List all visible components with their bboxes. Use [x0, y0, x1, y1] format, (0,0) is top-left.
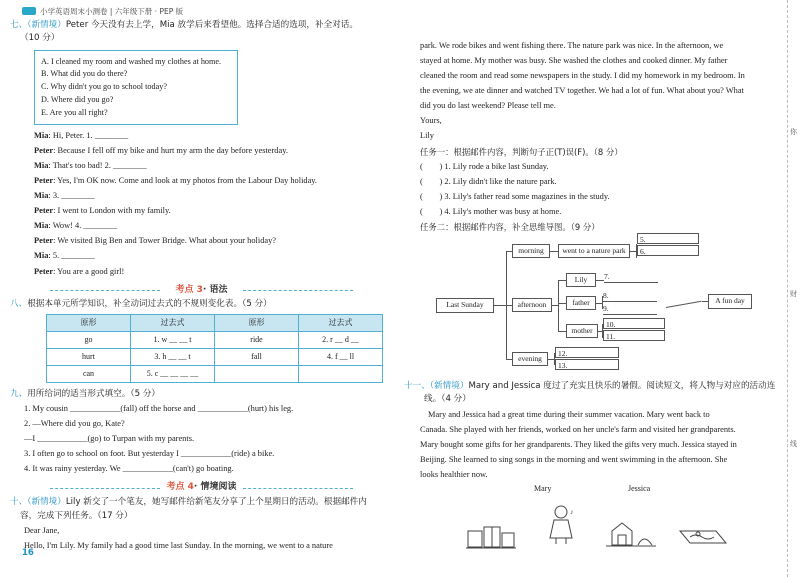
section-instruction: Lily 新交了一个笔友，她写邮件给新笔友分享了上个星期日的活动。根据邮件内	[65, 497, 367, 508]
letter-greeting: Dear Jane,	[24, 525, 60, 535]
passage-line: Mary bought some gifts for her grandparents. They liked the gifts very much. Jessica stayed in	[420, 439, 737, 449]
gifts-icon[interactable]	[464, 516, 518, 556]
table-cell: ride	[215, 331, 299, 348]
dialogue-text: : Because I fell off my bike and hurt my arm the day before yesterday.	[53, 145, 288, 155]
dialogue-text: : That's too bad! 2. ________	[48, 161, 147, 170]
task-1-title: 任务一：根据邮件内容，判断句子正(T)误(F)。（8 分）	[420, 146, 623, 157]
section-10-title	[10, 497, 393, 507]
dialogue	[10, 131, 393, 277]
left-column	[10, 0, 393, 556]
dialogue-line	[34, 236, 393, 246]
page-header	[10, 0, 393, 22]
task-2-title: 任务二：根据邮件内容，补全思维导图。（9 分）	[420, 221, 600, 232]
table-cell: fall	[215, 348, 299, 365]
tf-item: ( ) 2. Lily didn't like the nature park.	[420, 176, 557, 186]
connector	[494, 305, 506, 306]
dialogue-text: : Hi, Peter. 1. ________	[48, 130, 129, 140]
speaker: Peter	[34, 206, 54, 216]
dialogue-line	[34, 131, 393, 141]
blank-6[interactable]: 6.	[637, 245, 699, 256]
letter-line: park. We rode bikes and went fishing there. The nature park was nice. In the afternoon, we	[420, 41, 724, 50]
connector	[550, 251, 558, 252]
tf-item: ( ) 4. Lily's mother was busy at home.	[420, 206, 562, 216]
table-cell: 4. f __ ll	[299, 348, 383, 365]
evening-box: evening	[512, 352, 548, 366]
option-b: B. What did you do there?	[41, 69, 128, 79]
dialogue-line	[34, 251, 393, 261]
option-a: A. I cleaned my room and washed my clothes at home.	[41, 56, 222, 66]
section-instruction: 用所给词的适当形式填空。（5 分）	[27, 388, 161, 399]
speaker: Mia	[34, 221, 49, 231]
blank-7[interactable]: 7.	[604, 271, 658, 283]
name-mary[interactable]: Mary	[534, 484, 552, 494]
letter-line: did you do last weekend? Please tell me.	[420, 101, 556, 111]
matching-area	[404, 484, 784, 544]
connector	[558, 331, 566, 332]
tf-item: ( ) 1. Lily rode a bike last Sunday.	[420, 161, 549, 171]
table-row	[47, 348, 383, 365]
new-scenario-tag: （新情境）	[27, 20, 66, 30]
connector	[666, 301, 702, 308]
dialogue-text: : Yes, I'm OK now. Come and look at my photos from the Labour Day holiday.	[53, 176, 318, 186]
speaker: Mia	[34, 130, 49, 140]
speaker: Peter	[34, 236, 54, 246]
dialogue-line	[34, 176, 393, 186]
fill-item: 3. I often go to school on foot. But yesterday I ____________(ride) a bike.	[24, 449, 275, 459]
table-cell	[215, 365, 299, 382]
options-box	[34, 50, 238, 125]
dialogue-line	[34, 267, 393, 277]
blank-12[interactable]: 12.	[555, 347, 619, 358]
letter-closing: Yours,	[420, 116, 442, 126]
dialogue-line	[34, 146, 393, 156]
column-header: 原形	[47, 314, 131, 331]
table-cell: can	[47, 365, 131, 382]
table-row	[47, 365, 383, 382]
section-instruction: Peter 今天没有去上学，Mia 放学后来看望他。选择合适的选项，补全对话。	[65, 20, 358, 30]
swimming-pool-icon[interactable]	[676, 514, 730, 554]
dialogue-line	[34, 221, 393, 231]
connector	[558, 280, 559, 331]
section-number: 七、	[10, 20, 28, 30]
root-box: Last Sunday	[436, 298, 494, 313]
passage-line: Mary and Jessica had a great time during their summer vacation. Mary went back to	[428, 409, 710, 419]
letter-signature: Lily	[420, 131, 434, 141]
section-number: 八、	[10, 299, 28, 310]
section-9-title	[10, 389, 393, 399]
option-c: C. Why didn't you go to school today?	[41, 82, 167, 92]
section-instruction: Mary and Jessica 度过了充实且快乐的暑假。阅读短文，将人物与对应的活动连	[468, 381, 776, 392]
knowledge-point-4	[10, 482, 393, 493]
kp-label: 考点 3	[175, 284, 203, 295]
section-8-title	[10, 299, 393, 309]
blank-11[interactable]: 11.	[603, 330, 665, 341]
dialogue-text: : 3. ________	[48, 191, 95, 201]
section-7-score: （10 分）	[20, 33, 60, 44]
dialogue-text: : Wow! 4. ________	[48, 221, 117, 231]
blank-5[interactable]: 5.	[637, 233, 699, 244]
letter-line: Hello, I'm Lily. My family had a good time last Sunday. In the morning, we went to a nature	[24, 540, 333, 550]
mind-map	[418, 237, 784, 373]
section-11-title	[404, 381, 784, 391]
letter-line: the evening, we ate dinner and watched TV together. We had a lot of fun. What about you? What	[420, 86, 744, 96]
kp-label: 考点 4	[166, 482, 194, 493]
table-cell: go	[47, 331, 131, 348]
letter-line: cleaned the room and read some newspapers in the study. I did my homework in my bedroom. In	[420, 71, 745, 81]
table-cell: 5. c __ __ __ __	[131, 365, 215, 382]
knowledge-point-3	[10, 285, 393, 296]
dialogue-text: : I went to London with my family.	[53, 206, 171, 216]
header-text: 小学英语周末小测卷 | 六年级下册 · PEP 版	[40, 6, 184, 16]
fill-item: 4. It was rainy yesterday. We ____________(can't) go boating.	[24, 464, 234, 474]
side-char-1: 你	[790, 128, 797, 136]
svg-text:♪: ♪	[570, 508, 574, 517]
speaker: Peter	[34, 266, 54, 276]
new-scenario-tag: （新情境）	[27, 497, 66, 508]
blank-13[interactable]: 13.	[555, 359, 619, 370]
table-cell	[299, 365, 383, 382]
singing-girl-icon[interactable]	[544, 504, 578, 546]
mother-box: mother	[566, 324, 598, 338]
dialogue-line	[34, 161, 393, 171]
blank-9[interactable]: 9.	[603, 303, 657, 315]
table-header-row	[47, 314, 383, 331]
connector	[558, 280, 566, 281]
fill-item: 1. My cousin ____________(fall) off the horse and ____________(hurt) his leg.	[24, 404, 294, 414]
brand-logo-icon	[22, 7, 36, 15]
speaker: Peter	[34, 145, 54, 155]
page-number: 16	[22, 548, 34, 558]
option-e: E. Are you all right?	[41, 108, 108, 117]
kp-title: · 语法	[202, 284, 228, 295]
section-number: 十、	[10, 497, 28, 508]
dialogue-text: : We visited Big Ben and Tower Bridge. What about your holiday?	[53, 236, 277, 246]
section-number: 十一、	[404, 381, 430, 392]
morning-box: morning	[512, 244, 550, 258]
tf-item: ( ) 3. Lily's father read some magazines in the study.	[420, 191, 610, 201]
right-column	[404, 36, 784, 544]
nature-park-box: went to a nature park	[558, 244, 630, 258]
option-d: D. Where did you go?	[41, 95, 114, 105]
passage-line: looks healthier now.	[420, 469, 488, 479]
dialogue-line	[34, 191, 393, 201]
passage-line: Canada. She played with her friends, worked on her uncle's farm and visited her grandparents.	[420, 424, 736, 434]
section-10-instruction-2: 容，完成下列任务。（17 分）	[20, 510, 133, 521]
farm-icon[interactable]	[604, 514, 658, 554]
blank-10[interactable]: 10.	[603, 318, 665, 329]
table-cell: hurt	[47, 348, 131, 365]
table-cell: 1. w __ __ t	[131, 331, 215, 348]
column-header: 过去式	[299, 314, 383, 331]
fill-item: —I ____________(go) to Turpan with my parents.	[24, 434, 195, 444]
section-number: 九、	[10, 388, 28, 399]
section-7-title	[10, 20, 393, 30]
dialogue-text: : 5. ________	[48, 251, 95, 261]
blank-8[interactable]: 8.	[603, 290, 657, 302]
speaker: Mia	[34, 251, 49, 261]
section-instruction: 根据本单元所学知识，补全动词过去式的不规则变化表。（5 分）	[27, 299, 272, 310]
binding-line	[787, 0, 788, 577]
connector	[596, 280, 604, 281]
name-jessica[interactable]: Jessica	[628, 484, 651, 494]
fill-item: 2. —Where did you go, Kate?	[24, 419, 125, 429]
table-row	[47, 331, 383, 348]
passage-line: Beijing. She learned to sing songs in the morning and went swimming in the afternoon. She	[420, 454, 728, 464]
dialogue-text: : You are a good girl!	[53, 266, 125, 276]
new-scenario-tag: （新情境）	[429, 381, 469, 392]
lily-box: Lily	[566, 273, 596, 287]
speaker: Mia	[34, 191, 49, 201]
side-char-3: 线	[790, 440, 797, 448]
speaker: Peter	[34, 176, 54, 186]
connector	[558, 303, 566, 304]
column-header: 原形	[215, 314, 299, 331]
fun-day-box: A fun day	[708, 294, 752, 309]
section-11-instruction-2: 线。（4 分）	[424, 394, 471, 405]
speaker: Mia	[34, 161, 49, 170]
kp-title: · 情境阅读	[193, 482, 237, 493]
column-header: 过去式	[131, 314, 215, 331]
father-box: father	[566, 296, 596, 310]
side-char-2: 财	[790, 290, 797, 298]
verb-table	[46, 314, 383, 383]
table-cell: 2. r __ d __	[299, 331, 383, 348]
table-cell: 3. h __ __ t	[131, 348, 215, 365]
afternoon-box: afternoon	[512, 298, 552, 312]
dialogue-line	[34, 206, 393, 216]
letter-line: stayed at home. My mother was busy. She washed the clothes and cooked dinner. My father	[420, 56, 728, 66]
